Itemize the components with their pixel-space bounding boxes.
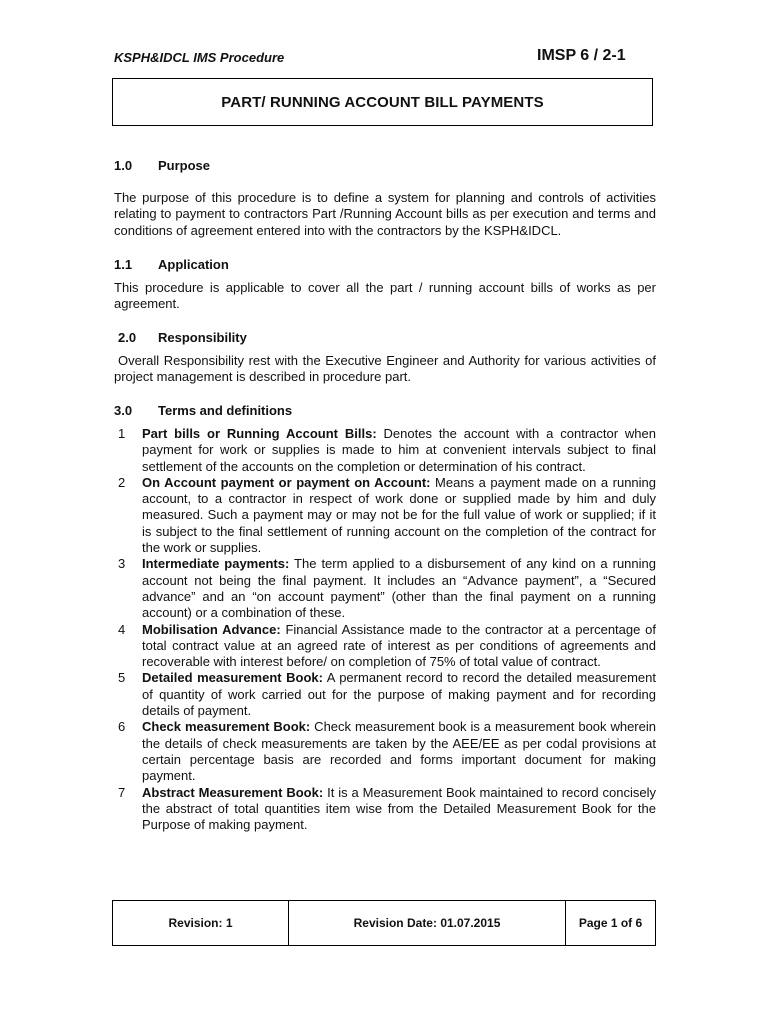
application-paragraph: This procedure is applicable to cover all the part / running account bills of works as per agreement.	[114, 280, 656, 312]
revision-footer-table	[112, 900, 656, 946]
definition-item	[114, 622, 656, 671]
definition-text: Financial Assistance made to the contractor at a percentage of total contract value at an agreed rate of interest as per conditions of agreements and recoverable with interest before/ on completion of 75% of total value of contract.	[142, 621, 656, 670]
definition-item	[114, 785, 656, 834]
page-number-cell	[566, 901, 655, 945]
section-title: Purpose	[158, 158, 211, 173]
revision-date-cell	[289, 901, 566, 945]
document-title-box	[112, 78, 653, 126]
definition-text: Check measurement book is a measurement book wherein the details of check measurements are taken by the AEE/EE as per codal provisions at certain percentage basis are recorded and forms important document for making payment.	[142, 719, 656, 784]
procedure-number: IMSP 6 / 2-1	[537, 47, 626, 64]
section-heading-application	[114, 257, 229, 272]
definition-term: Check measurement Book:	[142, 719, 311, 735]
section-heading-terms	[114, 403, 292, 418]
definition-term: Abstract Measurement Book:	[142, 784, 324, 800]
definition-number: 6	[118, 719, 126, 735]
section-number: 1.0	[114, 158, 133, 173]
definition-number: 3	[118, 556, 126, 572]
section-number: 1.1	[114, 257, 133, 272]
definition-number: 4	[118, 621, 126, 637]
definition-term: Detailed measurement Book:	[142, 670, 323, 686]
definition-text: Denotes the account with a contractor when payment for work or supplies is made to him at convenient intervals subject to final settlement of the accounts on the completion or determination of his contract.	[142, 426, 656, 474]
purpose-paragraph: The purpose of this procedure is to define a system for planning and controls of activities relating to payment to contractors Part /Running Account bills as per execution and terms and conditions of agreement entered into with the contractors by the KSPH&IDCL.	[114, 190, 656, 238]
section-title: Terms and definitions	[158, 403, 293, 418]
section-number: 3.0	[114, 403, 133, 418]
definitions-list	[114, 426, 656, 833]
definition-term: On Account payment or payment on Account:	[142, 474, 431, 490]
section-title: Application	[158, 257, 229, 272]
definition-term: Part bills or Running Account Bills:	[142, 426, 377, 441]
definition-term: Mobilisation Advance:	[142, 621, 281, 637]
definition-term: Intermediate payments:	[142, 556, 290, 572]
definition-item	[114, 719, 656, 784]
revision-cell	[113, 901, 289, 945]
definition-text: Means a payment made on a running account, to a contractor in respect of work done or supplied made by him and duly measured. Such a payment may or may not be for the full value of work or supplied; if it is subject to the final settlement of running account on the completion of the contract for the work or supplies.	[142, 474, 657, 556]
page-number: Page 1 of 6	[578, 916, 643, 930]
revision-date: Revision Date: 01.07.2015	[353, 916, 501, 930]
revision-number: Revision: 1	[168, 916, 233, 930]
definition-item	[114, 556, 656, 621]
section-title: Responsibility	[158, 330, 247, 345]
definition-text: A permanent record to record the detailed measurement of quantity of work carried out for the purpose of making payment and for recording details of payment.	[142, 670, 656, 719]
section-heading-responsibility	[118, 330, 247, 345]
definition-text: It is a Measurement Book maintained to record concisely the abstract of total quantities item wise from the Detailed Measurement Book for the Purpose of making payment.	[142, 784, 656, 833]
section-heading-purpose	[114, 158, 210, 173]
definition-number: 2	[118, 474, 126, 490]
definition-number: 7	[118, 784, 126, 800]
document-title: PART/ RUNNING ACCOUNT BILL PAYMENTS	[221, 93, 544, 111]
definition-text: The term applied to a disbursement of any kind on a running account not being the final payment. It includes an “Advance payment”, a “Secured advance” and an “on account payment” (other than the final payment on a running account) or a combination of these.	[142, 556, 656, 621]
document-code-label: KSPH&IDCL IMS Procedure	[114, 50, 285, 65]
definition-item	[114, 475, 656, 556]
definition-number: 5	[118, 670, 126, 686]
section-number: 2.0	[118, 330, 137, 345]
definition-number: 1	[118, 426, 126, 441]
definition-item	[114, 670, 656, 719]
responsibility-paragraph: Overall Responsibility rest with the Executive Engineer and Authority for various activities of project management is described in procedure part.	[114, 353, 656, 385]
definition-item	[114, 426, 656, 475]
